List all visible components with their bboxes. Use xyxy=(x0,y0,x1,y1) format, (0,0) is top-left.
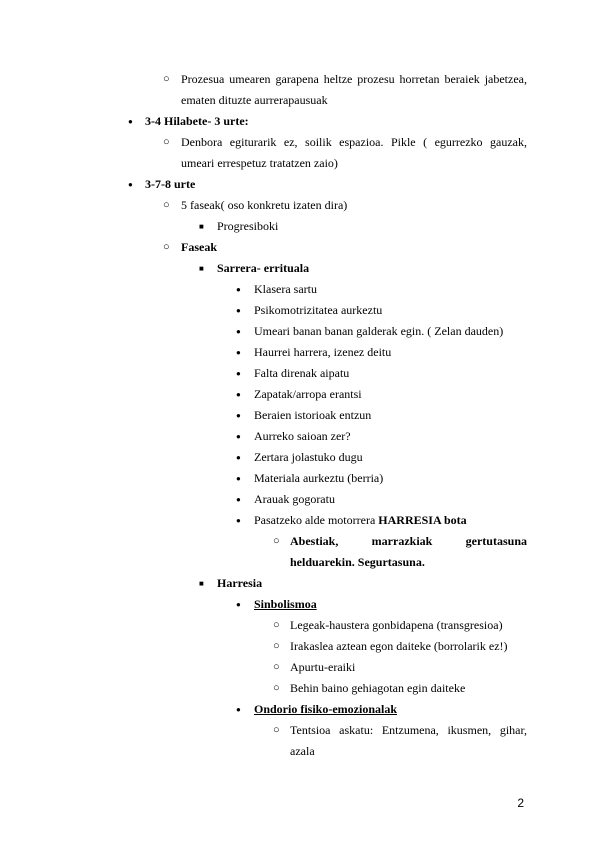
list-item-line: Abestiak, marrazkiak gertutasuna xyxy=(290,534,527,548)
disc-bullet: ● xyxy=(236,600,241,609)
circle-bullet: ○ xyxy=(273,619,280,631)
circle-bullet: ○ xyxy=(273,682,280,694)
page-number: 2 xyxy=(517,796,524,810)
list-item: Arauak gogoratu xyxy=(254,492,335,506)
disc-bullet: ● xyxy=(128,180,133,189)
list-item: Beraien istorioak entzun xyxy=(254,408,372,422)
list-item xyxy=(254,510,467,531)
disc-bullet: ● xyxy=(236,411,241,420)
list-item: Ondorio fisiko-emozionalak xyxy=(254,702,398,716)
circle-bullet: ○ xyxy=(273,640,280,652)
list-item: Falta direnak aipatu xyxy=(254,366,350,380)
disc-bullet: ● xyxy=(236,453,241,462)
circle-bullet: ○ xyxy=(273,661,280,673)
list-item-text: Pasatzeko alde motorrera xyxy=(254,513,379,527)
circle-bullet: ○ xyxy=(163,136,170,148)
list-item: Faseak xyxy=(181,240,217,254)
disc-bullet: ● xyxy=(236,390,241,399)
list-item: Progresiboki xyxy=(217,219,279,233)
circle-bullet: ○ xyxy=(273,535,280,547)
disc-bullet: ● xyxy=(236,306,241,315)
list-item-line: helduarekin. Segurtasuna. xyxy=(290,555,425,569)
list-item: Harresia xyxy=(217,576,263,590)
disc-bullet: ● xyxy=(236,495,241,504)
list-item: Legeak-haustera gonbidapena (transgresioa) xyxy=(290,618,503,632)
list-item: 5 faseak( oso konkretu izaten dira) xyxy=(181,198,348,212)
list-item: Sarrera- errituala xyxy=(217,261,310,275)
list-item: Behin baino gehiagotan egin daiteke xyxy=(290,681,466,695)
square-bullet: ■ xyxy=(199,264,204,273)
list-item: Zapatak/arropa erantsi xyxy=(254,387,362,401)
square-bullet: ■ xyxy=(199,579,204,588)
disc-bullet: ● xyxy=(236,516,241,525)
list-item-line: ematen dituzte aurrerapausuak xyxy=(181,93,328,107)
list-item: Zertara jolastuko dugu xyxy=(254,450,363,464)
disc-bullet: ● xyxy=(236,327,241,336)
circle-bullet: ○ xyxy=(163,241,170,253)
disc-bullet: ● xyxy=(128,117,133,126)
disc-bullet: ● xyxy=(236,474,241,483)
list-item-line: Prozesua umearen garapena heltze prozesu horretan beraiek jabetzea, xyxy=(181,72,527,86)
list-item: Psikomotrizitatea aurkeztu xyxy=(254,303,383,317)
list-item-line: azala xyxy=(290,744,315,758)
square-bullet: ■ xyxy=(199,222,204,231)
disc-bullet: ● xyxy=(236,348,241,357)
section-heading: 3-7-8 urte xyxy=(145,177,196,191)
section-heading: 3-4 Hilabete- 3 urte: xyxy=(145,114,249,128)
disc-bullet: ● xyxy=(236,432,241,441)
circle-bullet: ○ xyxy=(273,724,280,736)
list-item-line: Denbora egiturarik ez, soilik espazioa. Pikle ( egurrezko gauzak, xyxy=(181,135,527,149)
disc-bullet: ● xyxy=(236,369,241,378)
list-item: Haurrei harrera, izenez deitu xyxy=(254,345,392,359)
list-item: Irakaslea aztean egon daiteke (borrolarik ez!) xyxy=(290,639,508,653)
list-item-line: umeari errespetuz tratatzen zaio) xyxy=(181,156,338,170)
list-item: Sinbolismoa xyxy=(254,597,317,611)
list-item: Apurtu-eraiki xyxy=(290,660,356,674)
circle-bullet: ○ xyxy=(163,199,170,211)
disc-bullet: ● xyxy=(236,705,241,714)
list-item: Klasera sartu xyxy=(254,282,317,296)
list-item: Aurreko saioan zer? xyxy=(254,429,351,443)
disc-bullet: ● xyxy=(236,285,241,294)
list-item: Materiala aurkeztu (berria) xyxy=(254,471,384,485)
list-item-bold-text: HARRESIA bota xyxy=(378,513,467,527)
list-item-line: Tentsioa askatu: Entzumena, ikusmen, gihar, xyxy=(290,723,527,737)
circle-bullet: ○ xyxy=(163,73,170,85)
list-item: Umeari banan banan galderak egin. ( Zelan dauden) xyxy=(254,324,504,338)
